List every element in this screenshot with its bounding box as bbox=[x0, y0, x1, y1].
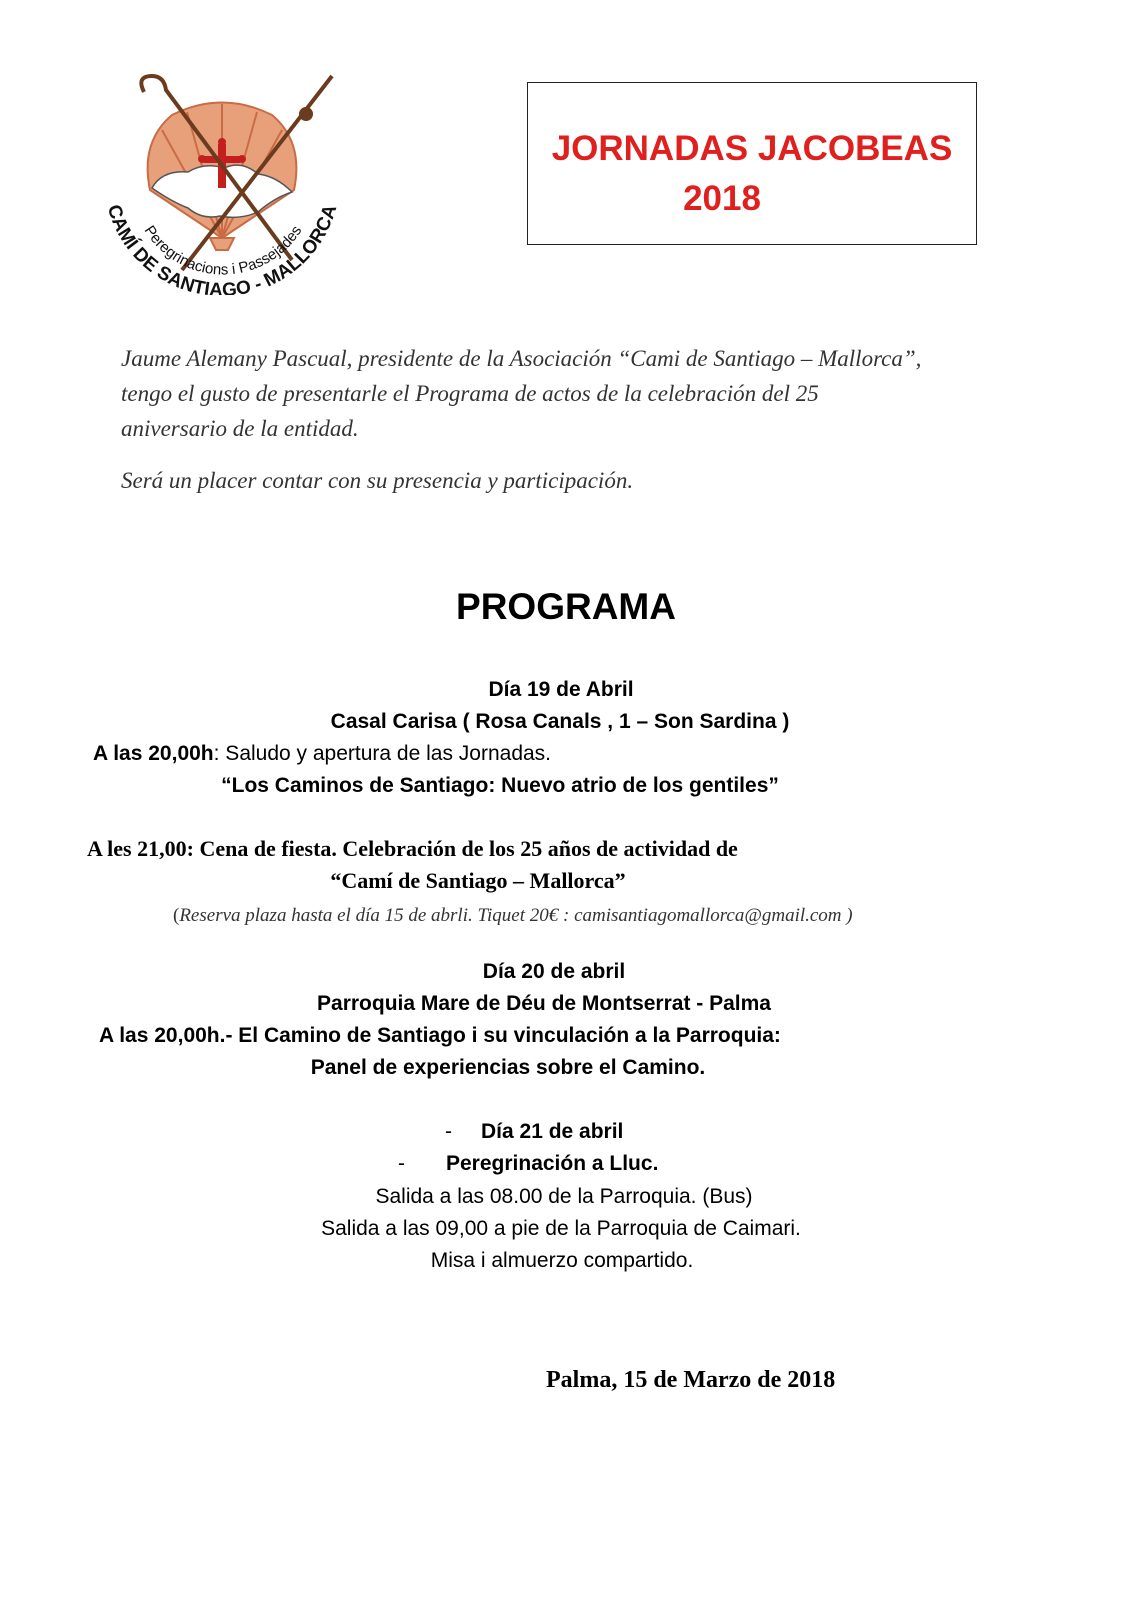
intro-line-2: tengo el gusto de presentarle el Programa de actos de la celebración del 25 bbox=[121, 381, 819, 406]
day3-line1: Salida a las 08.00 de la Parroquia. (Bus) bbox=[375, 1185, 753, 1208]
day1-event1: : Saludo y apertura de las Jornadas. bbox=[213, 742, 552, 765]
title-line-1: JORNADAS JACOBEAS bbox=[551, 129, 953, 168]
title-box bbox=[527, 82, 977, 245]
day1-dinner-line2: “Camí de Santiago – Mallorca” bbox=[330, 868, 626, 893]
day3-date: Día 21 de abril bbox=[481, 1120, 624, 1143]
day3-line3: Misa i almuerzo compartido. bbox=[430, 1249, 694, 1272]
footer-date: Palma, 15 de Marzo de 2018 bbox=[546, 1367, 836, 1393]
logo-text-top: CAMÍ DE SANTIAGO - MALLORCA bbox=[102, 202, 342, 295]
day2-line2: Panel de experiencias sobre el Camino. bbox=[310, 1056, 706, 1079]
day2-date: Día 20 de abril bbox=[482, 960, 626, 983]
day1-time1: A las 20,00h bbox=[93, 742, 214, 765]
day3-title: Peregrinación a Lluc. bbox=[446, 1152, 659, 1175]
day1-place: Casal Carisa ( Rosa Canals , 1 – Son Sardina ) bbox=[330, 710, 790, 733]
intro-line-3: aniversario de la entidad. bbox=[121, 416, 359, 441]
title-line-2: 2018 bbox=[683, 179, 761, 218]
reserva-open: ( bbox=[173, 905, 180, 926]
day1-opening bbox=[93, 742, 551, 766]
intro-line-1: Jaume Alemany Pascual, presidente de la Asociación “Cami de Santiago – Mallorca”, bbox=[121, 346, 922, 371]
day1-dinner-line1: A les 21,00: Cena de fiesta. Celebración de los 25 años de actividad de bbox=[87, 836, 738, 861]
day3-bullet-2: - bbox=[398, 1152, 405, 1175]
day3-bullet-1: - bbox=[445, 1120, 452, 1143]
intro-line-4: Será un placer contar con su presencia y participación. bbox=[121, 468, 634, 493]
day2-place: Parroquia Mare de Déu de Montserrat - Palma bbox=[317, 992, 771, 1015]
programa-heading: PROGRAMA bbox=[456, 586, 676, 627]
day3-line2: Salida a las 09,00 a pie de la Parroquia de Caimari. bbox=[321, 1217, 801, 1240]
day1-date: Día 19 de Abril bbox=[488, 678, 634, 701]
association-logo bbox=[92, 70, 352, 295]
day1-reserva-note bbox=[173, 905, 853, 927]
reserva-text: Reserva plaza hasta el día 15 de abrli. Tiquet 20€ : camisantiagomallorca@gmail.com bbox=[179, 905, 842, 926]
logo-text-bottom: Peregrinacions i Passejades bbox=[140, 222, 306, 279]
day2-line1: A las 20,00h.- El Camino de Santiago i su vinculación a la Parroquia: bbox=[99, 1024, 781, 1047]
day1-talk: “Los Caminos de Santiago: Nuevo atrio de los gentiles” bbox=[221, 774, 779, 797]
reserva-close: ) bbox=[841, 905, 853, 926]
